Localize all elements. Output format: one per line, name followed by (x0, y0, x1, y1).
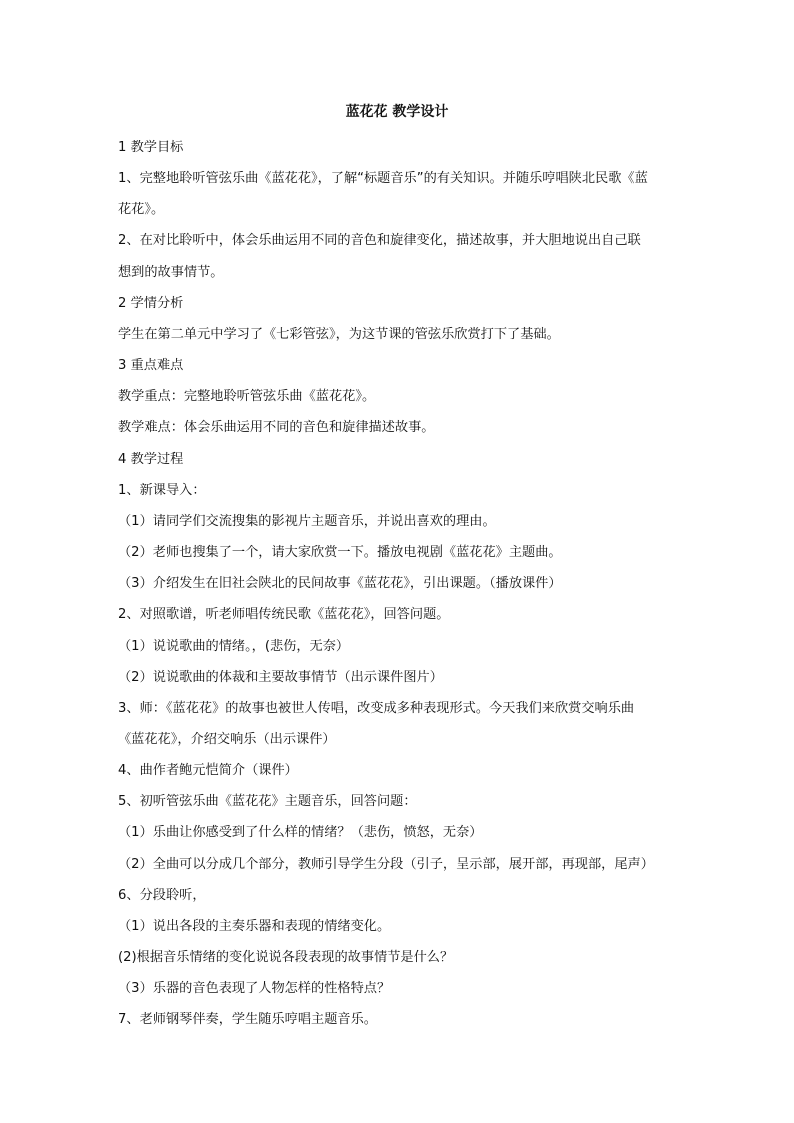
paragraph-line: 5、初听管弦乐曲《蓝花花》主题音乐，回答问题： (118, 794, 417, 810)
paragraph-line: 想到的故事情节。 (118, 264, 224, 280)
document-body (118, 132, 684, 1036)
paragraph-line: 教学重点：完整地聆听管弦乐曲《蓝花花》。 (118, 389, 376, 405)
paragraph-line: 学生在第二单元中学习了《七彩管弦》，为这节课的管弦乐欣赏打下了基础。 (118, 326, 560, 342)
paragraph-line: 1、完整地聆听管弦乐曲《蓝花花》，了解“标题音乐”的有关知识。并随乐哼唱陕北民歌《蓝 (118, 171, 648, 187)
paragraph-line: 7、老师钢琴伴奏，学生随乐哼唱主题音乐。 (118, 1012, 377, 1028)
paragraph-line: 2、对照歌谱，听老师唱传统民歌《蓝花花》，回答问题。 (118, 607, 450, 623)
paragraph-line: （3）乐器的音色表现了人物怎样的性格特点？ (118, 981, 391, 997)
paragraph-line: （2）说说歌曲的体裁和主要故事情节（出示课件图片） (118, 669, 443, 685)
paragraph-line: 教学难点：体会乐曲运用不同的音色和旋律描述故事。 (118, 420, 435, 436)
paragraph-line: （2）老师也搜集了一个，请大家欣赏一下。播放电视剧《蓝花花》主题曲。 (118, 545, 562, 561)
paragraph-line: 3、师：《蓝花花》的故事也被世人传唱，改变成多种表现形式。今天我们来欣赏交响乐曲 (118, 700, 635, 716)
paragraph-line: 6、分段聆听， (118, 887, 206, 903)
section-heading-teaching-goals: 1 教学目标 (118, 140, 184, 155)
paragraph-line: 花花》。 (118, 202, 165, 218)
section-heading-key-points: 3 重点难点 (118, 358, 184, 374)
paragraph-line: （1）说说歌曲的情绪。，(悲伤，无奈） (118, 638, 350, 654)
paragraph-line: 4、曲作者鲍元恺简介（课件） (118, 763, 298, 779)
paragraph-line: (2)根据音乐情绪的变化说说各段表现的故事情节是什么？ (118, 950, 454, 966)
paragraph-line: （1）请同学们交流搜集的影视片主题音乐，并说出喜欢的理由。 (118, 513, 496, 529)
paragraph-line: （3）介绍发生在旧社会陕北的民间故事《蓝花花》，引出课题。（播放课件） (118, 576, 562, 592)
paragraph-line: 1、新课导入： (118, 482, 206, 498)
paragraph-line: 2、在对比聆听中，体会乐曲运用不同的音色和旋律变化，描述故事，并大胆地说出自己联 (118, 233, 641, 249)
paragraph-line: （1）乐曲让你感受到了什么样的情绪？（悲伤，愤怒，无奈） (118, 825, 483, 841)
page-title: 蓝花花 教学设计 (345, 104, 449, 120)
paragraph-line: （2）全曲可以分成几个部分，教师引导学生分段（引子，呈示部，展开部，再现部，尾声） (118, 856, 654, 872)
section-heading-student-analysis: 2 学情分析 (118, 295, 184, 311)
section-heading-teaching-process: 4 教学过程 (118, 451, 184, 467)
paragraph-line: 《蓝花花》，介绍交响乐（出示课件） (118, 731, 336, 747)
paragraph-line: （1）说出各段的主奏乐器和表现的情绪变化。 (118, 918, 391, 934)
